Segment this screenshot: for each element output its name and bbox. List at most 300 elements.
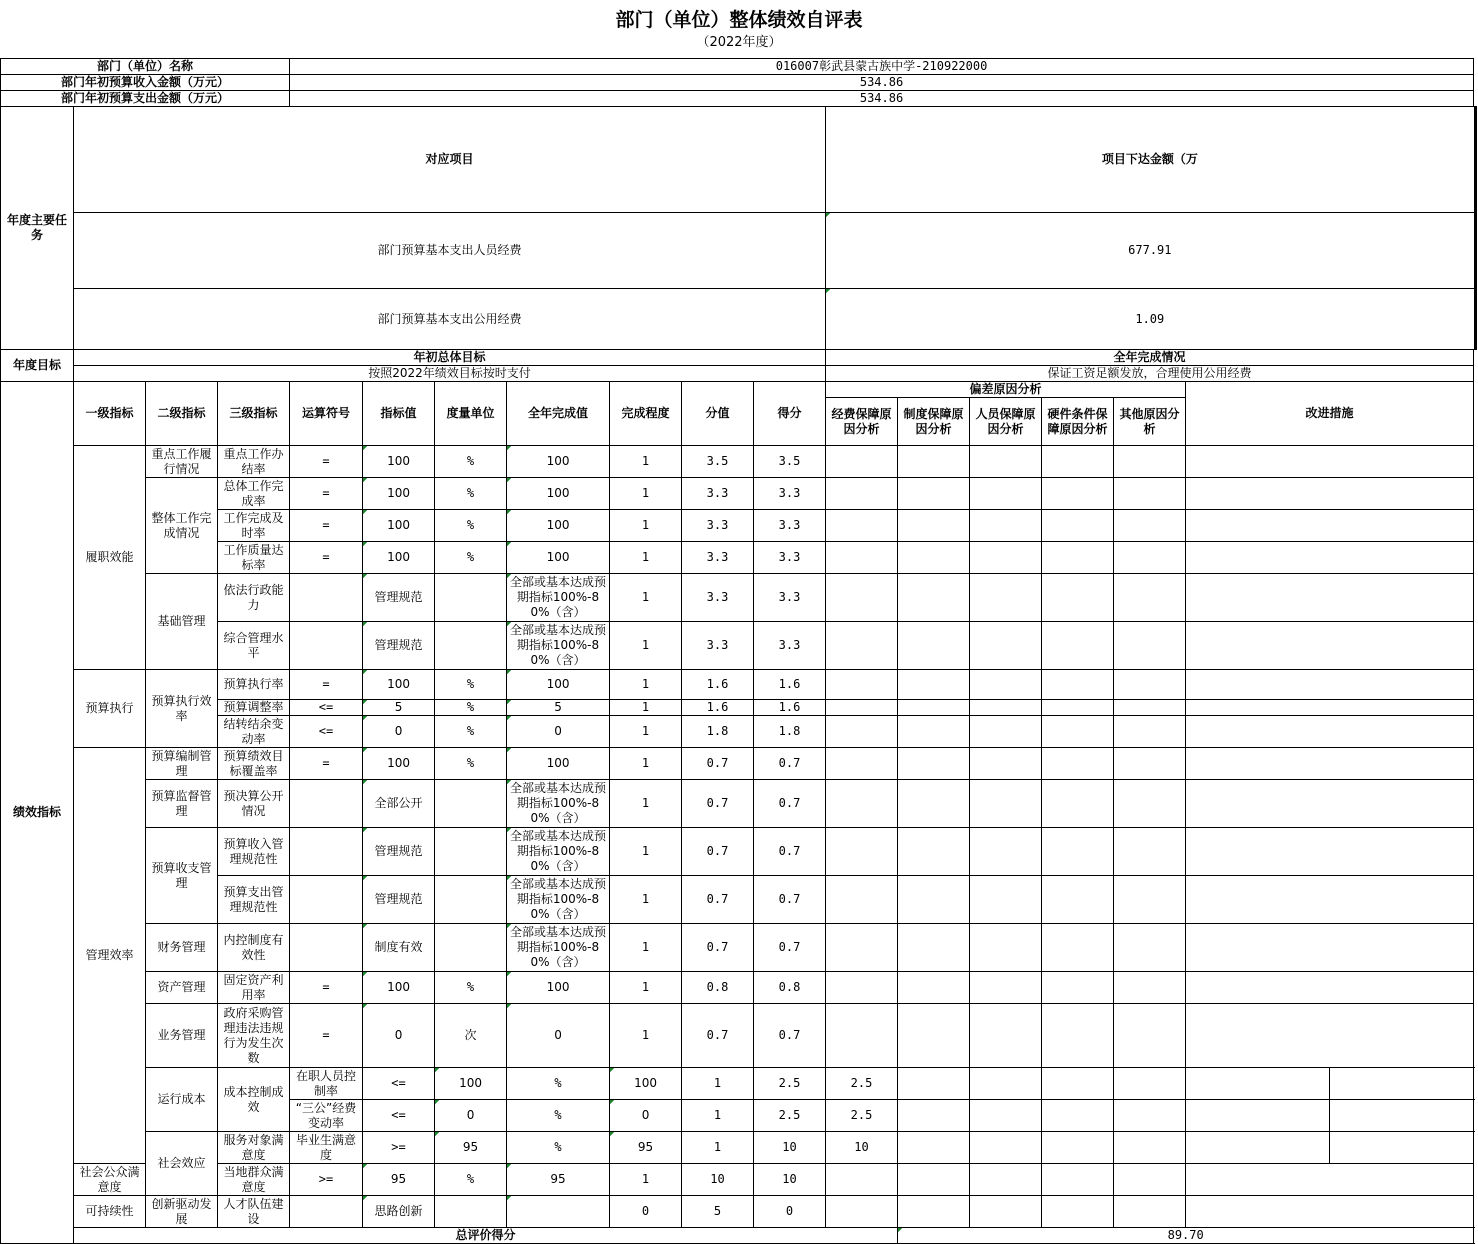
deviation-cell	[826, 542, 898, 574]
deviation-cell	[970, 574, 1042, 622]
score-weight: 1.8	[682, 716, 754, 748]
indicator-level1: 管理效率	[74, 748, 146, 1164]
operator-cell: =	[290, 510, 363, 542]
deviation-cell	[826, 700, 898, 716]
score-weight: 2.5	[754, 1068, 826, 1100]
deviation-cell	[1114, 542, 1186, 574]
indicator-level3: 预算绩效目标覆盖率	[218, 748, 290, 780]
deviation-cell	[898, 1004, 970, 1068]
deviation-cell	[1114, 1132, 1186, 1164]
table-row	[1, 1068, 1477, 1084]
table-row	[1, 716, 1477, 732]
indicators-header: 完成程度	[610, 382, 682, 446]
table-row	[1, 972, 1477, 988]
indicator-level3: 预算收入管理规范性	[218, 828, 290, 876]
improve-cell	[1186, 478, 1474, 510]
improve-cell	[1186, 1196, 1474, 1228]
tasks-header: 对应项目	[74, 107, 826, 213]
unit-name-value: 016007彰武县蒙古族中学-210922000	[290, 59, 1474, 75]
completion-degree: 1	[610, 972, 682, 1004]
deviation-cell	[970, 700, 1042, 716]
deviation-cell	[1042, 716, 1114, 748]
unit-cell	[435, 574, 507, 622]
actual-value: 全部或基本达成预期指标100%-80%（含）	[507, 828, 610, 876]
indicators-header: 分值	[682, 382, 754, 446]
deviation-cell	[898, 1100, 970, 1132]
score-weight: 1.6	[682, 700, 754, 716]
deviation-cell	[826, 1164, 898, 1196]
task-value: 1.09	[826, 289, 1475, 350]
target-value: 100	[363, 748, 435, 780]
score-earned: 0.7	[754, 828, 826, 876]
score-earned: 3.5	[754, 446, 826, 478]
task-value	[1476, 213, 1477, 289]
target-value: 思路创新	[363, 1196, 435, 1228]
actual-value: 100	[507, 510, 610, 542]
actual-value: 100	[507, 748, 610, 780]
indicators-header: 度量单位	[435, 382, 507, 446]
score-weight: 3.3	[682, 622, 754, 670]
deviation-cell	[970, 622, 1042, 670]
improve-cell	[1330, 1132, 1474, 1164]
indicator-level3: 综合管理水平	[218, 622, 290, 670]
actual-value: 全部或基本达成预期指标100%-80%（含）	[507, 622, 610, 670]
improve-cell	[1330, 1068, 1474, 1100]
deviation-cell	[1042, 670, 1114, 700]
indicator-level2: 基础管理	[146, 574, 218, 670]
unit-cell	[435, 924, 507, 972]
completion-degree: 1	[610, 748, 682, 780]
deviation-cell	[970, 510, 1042, 542]
completion-degree: 1	[610, 478, 682, 510]
deviation-cell	[1042, 924, 1114, 972]
score-earned: 0.8	[754, 972, 826, 1004]
goals-completion-header: 全年完成情况	[826, 350, 1474, 366]
score-weight: 0.7	[682, 1004, 754, 1068]
score-earned: 1.6	[754, 670, 826, 700]
indicator-level3: 固定资产利用率	[218, 972, 290, 1004]
improve-cell	[1186, 780, 1474, 828]
score-weight: 3.3	[682, 478, 754, 510]
deviation-cell	[1114, 1004, 1186, 1068]
deviation-cell	[826, 1196, 898, 1228]
target-value: 95	[435, 1132, 507, 1164]
actual-value: 100	[507, 670, 610, 700]
indicators-section-label: 绩效指标	[1, 382, 74, 1244]
table-row	[1, 574, 1477, 598]
deviation-cell	[970, 716, 1042, 748]
deviation-cell	[1114, 446, 1186, 478]
score-weight: 0.7	[682, 748, 754, 780]
indicator-level3: 依法行政能力	[218, 574, 290, 622]
operator-cell	[290, 924, 363, 972]
score-weight: 10	[754, 1132, 826, 1164]
indicator-level3: 工作完成及时率	[218, 510, 290, 542]
indicator-level1: 运行成本	[146, 1068, 218, 1132]
completion-degree: 1	[610, 542, 682, 574]
indicators-header: 运算符号	[290, 382, 363, 446]
total-value: 89.70	[898, 1228, 1474, 1244]
deviation-cell	[898, 924, 970, 972]
actual-value: 5	[507, 700, 610, 716]
table-row	[1, 366, 1477, 382]
total-label: 总评价得分	[74, 1228, 898, 1244]
goals-initial-header: 年初总体目标	[74, 350, 826, 366]
unit-cell: %	[435, 700, 507, 716]
deviation-cell	[1042, 1068, 1114, 1100]
unit-cell: %	[435, 1164, 507, 1196]
indicator-level2: 创新驱动发展	[146, 1196, 218, 1228]
deviation-cell	[1114, 924, 1186, 972]
deviation-header: 偏差原因分析	[826, 382, 1186, 398]
operator-cell: =	[290, 446, 363, 478]
score-weight: 0.7	[682, 828, 754, 876]
operator-cell: =	[290, 748, 363, 780]
deviation-cell	[1114, 828, 1186, 876]
completion-degree: 1	[610, 828, 682, 876]
deviation-cell	[898, 1196, 970, 1228]
deviation-cell	[970, 972, 1042, 1004]
score-weight: 0.7	[682, 876, 754, 924]
table-row	[1, 1228, 1477, 1244]
completion-degree: 1	[610, 1164, 682, 1196]
operator-cell: <=	[290, 716, 363, 748]
deviation-cell	[1042, 478, 1114, 510]
unit-cell: %	[435, 542, 507, 574]
indicator-level1: 可持续性	[74, 1196, 146, 1228]
target-value: 100	[363, 542, 435, 574]
indicator-level3: 工作质量达标率	[218, 542, 290, 574]
completion-degree: 1	[610, 622, 682, 670]
deviation-cell	[826, 924, 898, 972]
improve-cell	[1186, 700, 1474, 716]
deviation-cell	[898, 780, 970, 828]
completion-degree: 1	[610, 716, 682, 748]
improve-cell	[1186, 510, 1474, 542]
target-value: 管理规范	[363, 876, 435, 924]
indicator-level3: 毕业生满意度	[290, 1132, 363, 1164]
completion-degree: 1	[610, 510, 682, 542]
deviation-cell	[970, 748, 1042, 780]
unit-cell: %	[435, 972, 507, 1004]
operator-cell: >=	[290, 1164, 363, 1196]
deviation-cell	[898, 446, 970, 478]
deviation-cell	[1042, 510, 1114, 542]
table-row	[1, 75, 1477, 91]
table-row	[1, 91, 1477, 107]
score-earned: 0.7	[754, 876, 826, 924]
target-value: 0	[435, 1100, 507, 1132]
deviation-cell	[1114, 716, 1186, 748]
target-value: 100	[435, 1068, 507, 1100]
tasks-header	[1476, 107, 1477, 213]
operator-cell: <=	[290, 700, 363, 716]
table-row	[1, 670, 1477, 685]
target-value: 管理规范	[363, 828, 435, 876]
indicator-level3: 预算执行率	[218, 670, 290, 700]
completion-degree: 1	[610, 574, 682, 622]
deviation-cell	[826, 748, 898, 780]
indicator-level2: 成本控制成效	[218, 1068, 290, 1132]
indicator-level2: 资产管理	[146, 972, 218, 1004]
deviation-cell	[1114, 478, 1186, 510]
improve-cell	[1186, 828, 1474, 876]
target-value: 95	[363, 1164, 435, 1196]
task-value: 677.91	[826, 213, 1475, 289]
deviation-col-header: 其他原因分析	[1114, 398, 1186, 446]
improve-cell	[1186, 716, 1474, 748]
table-row	[1, 350, 1477, 366]
target-value: 0	[363, 716, 435, 748]
completion-degree: 1	[610, 670, 682, 700]
goals-completion-value: 保证工资足额发放，合理使用公用经费	[826, 366, 1474, 382]
indicator-level3: 预算支出管理规范性	[218, 876, 290, 924]
table-row	[1, 1132, 1477, 1148]
actual-value: 100	[507, 542, 610, 574]
deviation-cell	[1042, 574, 1114, 622]
indicator-level1: 社会效应	[146, 1132, 218, 1196]
deviation-cell	[826, 574, 898, 622]
unit-cell: %	[507, 1132, 610, 1164]
operator-cell: =	[290, 972, 363, 1004]
unit-cell	[435, 780, 507, 828]
expense-label: 部门年初预算支出金额（万元）	[1, 91, 290, 107]
deviation-cell	[898, 1068, 970, 1100]
deviation-cell	[1042, 780, 1114, 828]
operator-cell	[290, 1196, 363, 1228]
table-row	[1, 446, 1477, 462]
unit-cell: %	[435, 748, 507, 780]
completion-degree: 1	[682, 1068, 754, 1100]
deviation-cell	[970, 542, 1042, 574]
completion-degree: 1	[610, 924, 682, 972]
deviation-cell	[1042, 1132, 1114, 1164]
deviation-cell	[898, 510, 970, 542]
indicator-level2: 业务管理	[146, 1004, 218, 1068]
unit-cell: %	[435, 478, 507, 510]
deviation-cell	[970, 780, 1042, 828]
operator-cell: =	[290, 1004, 363, 1068]
deviation-cell	[970, 924, 1042, 972]
operator-cell: >=	[363, 1132, 435, 1164]
deviation-cell	[970, 1100, 1042, 1132]
indicator-level3: 结转结余变动率	[218, 716, 290, 748]
deviation-cell	[898, 828, 970, 876]
deviation-cell	[826, 716, 898, 748]
indicator-level3: 总体工作完成率	[218, 478, 290, 510]
table-row	[1, 59, 1477, 75]
deviation-cell	[826, 1004, 898, 1068]
indicator-level2: 财务管理	[146, 924, 218, 972]
deviation-cell	[1042, 700, 1114, 716]
page-title: 部门（单位）整体绩效自评表	[615, 9, 863, 31]
deviation-cell	[1114, 700, 1186, 716]
deviation-cell	[826, 780, 898, 828]
deviation-cell	[898, 876, 970, 924]
score-weight: 0.8	[682, 972, 754, 1004]
completion-degree: 1	[682, 1132, 754, 1164]
deviation-cell	[1114, 622, 1186, 670]
table-row	[1, 213, 1477, 289]
deviation-cell	[898, 622, 970, 670]
indicator-level2: 整体工作完成情况	[146, 478, 218, 574]
task-project: 部门预算基本支出人员经费	[74, 213, 826, 289]
goals-section-label: 年度目标	[1, 350, 74, 382]
deviation-col-header: 经费保障原因分析	[826, 398, 898, 446]
deviation-cell	[970, 1068, 1042, 1100]
deviation-cell	[898, 748, 970, 780]
deviation-col-header: 硬件条件保障原因分析	[1042, 398, 1114, 446]
deviation-cell	[970, 446, 1042, 478]
deviation-cell	[970, 670, 1042, 700]
deviation-cell	[970, 1004, 1042, 1068]
unit-cell: %	[435, 510, 507, 542]
actual-value: 全部或基本达成预期指标100%-80%（含）	[507, 876, 610, 924]
deviation-col-header: 制度保障原因分析	[898, 398, 970, 446]
table-row	[1, 1004, 1477, 1036]
deviation-cell	[1042, 446, 1114, 478]
operator-cell: =	[290, 670, 363, 700]
deviation-cell	[1042, 1100, 1114, 1132]
deviation-cell	[826, 446, 898, 478]
completion-degree: 1	[610, 446, 682, 478]
score-earned: 10	[826, 1132, 898, 1164]
improve-cell	[1186, 748, 1474, 780]
indicator-level2: 重点工作履行情况	[146, 446, 218, 478]
actual-value: 100	[507, 478, 610, 510]
target-value: 管理规范	[363, 574, 435, 622]
actual-value: 100	[507, 972, 610, 1004]
operator-cell	[290, 828, 363, 876]
deviation-cell	[826, 478, 898, 510]
score-weight: 0.7	[682, 780, 754, 828]
operator-cell	[290, 876, 363, 924]
improve-cell	[1186, 1004, 1474, 1068]
actual-value: 100	[610, 1068, 682, 1100]
unit-cell	[435, 622, 507, 670]
table-row	[1, 1164, 1477, 1180]
score-weight: 2.5	[754, 1100, 826, 1132]
improve-cell	[1186, 670, 1474, 700]
indicators-header: 全年完成值	[507, 382, 610, 446]
indicator-level2: 预算执行效率	[146, 670, 218, 748]
tasks-section-label: 年度主要任务	[1, 107, 74, 350]
report-year: （2022年度）	[696, 35, 782, 50]
unit-cell: %	[435, 716, 507, 748]
deviation-cell	[898, 716, 970, 748]
target-value: 100	[363, 670, 435, 700]
deviation-cell	[1114, 1196, 1186, 1228]
unit-cell: %	[435, 670, 507, 700]
target-value: 管理规范	[363, 622, 435, 670]
indicator-level3: 在职人员控制率	[290, 1068, 363, 1100]
completion-degree: 1	[610, 780, 682, 828]
table-row	[1, 1196, 1477, 1212]
operator-cell	[290, 574, 363, 622]
score-earned: 0.7	[754, 748, 826, 780]
table-row	[1, 382, 1477, 398]
improve-cell	[1186, 542, 1474, 574]
tasks-header: 项目下达金额（万	[826, 107, 1475, 213]
completion-degree: 1	[610, 700, 682, 716]
unit-cell: %	[507, 1068, 610, 1100]
indicator-level2: 预算收支管理	[146, 828, 218, 924]
improve-cell	[1186, 924, 1474, 972]
improve-cell	[1186, 972, 1474, 1004]
score-weight: 3.5	[682, 446, 754, 478]
deviation-cell	[826, 622, 898, 670]
unit-cell	[435, 828, 507, 876]
actual-value: 95	[610, 1132, 682, 1164]
indicators-header: 指标值	[363, 382, 435, 446]
improve-header: 改进措施	[1186, 382, 1474, 446]
indicator-level3: 政府采购管理违法违规行为发生次数	[218, 1004, 290, 1068]
actual-value: 全部或基本达成预期指标100%-80%（含）	[507, 924, 610, 972]
score-earned: 1.6	[754, 700, 826, 716]
score-earned: 3.3	[754, 622, 826, 670]
unit-cell	[435, 876, 507, 924]
indicator-level1: 履职效能	[74, 446, 146, 670]
score-earned: 3.3	[754, 542, 826, 574]
deviation-cell	[1114, 1100, 1186, 1132]
income-label: 部门年初预算收入金额（万元）	[1, 75, 290, 91]
deviation-cell	[826, 510, 898, 542]
score-earned: 0	[754, 1196, 826, 1228]
actual-value: 0	[507, 716, 610, 748]
target-value: 0	[363, 1004, 435, 1068]
score-earned: 3.3	[754, 478, 826, 510]
indicator-level2: 服务对象满意度	[218, 1132, 290, 1164]
score-weight: 5	[682, 1196, 754, 1228]
completion-degree: 0	[610, 1196, 682, 1228]
score-earned: 1.8	[754, 716, 826, 748]
table-row	[1, 828, 1477, 852]
indicator-level3: 人才队伍建设	[218, 1196, 290, 1228]
table-row	[1, 876, 1477, 900]
deviation-cell	[898, 1164, 970, 1196]
target-value: 100	[363, 510, 435, 542]
indicator-level3: 重点工作办结率	[218, 446, 290, 478]
deviation-cell	[898, 972, 970, 1004]
deviation-col-header: 人员保障原因分析	[970, 398, 1042, 446]
deviation-cell	[970, 828, 1042, 876]
score-earned: 2.5	[826, 1068, 898, 1100]
table-row	[1, 748, 1477, 764]
unit-cell: %	[507, 1100, 610, 1132]
deviation-cell	[1114, 1164, 1186, 1196]
actual-value: 95	[507, 1164, 610, 1196]
score-weight: 3.3	[682, 574, 754, 622]
deviation-cell	[898, 574, 970, 622]
table-row	[1, 478, 1477, 494]
score-earned: 3.3	[754, 574, 826, 622]
deviation-cell	[1042, 1004, 1114, 1068]
deviation-cell	[1042, 876, 1114, 924]
target-value: 制度有效	[363, 924, 435, 972]
deviation-cell	[1114, 972, 1186, 1004]
deviation-cell	[1042, 1164, 1114, 1196]
task-value	[1476, 289, 1477, 350]
indicators-header: 一级指标	[74, 382, 146, 446]
score-earned: 2.5	[826, 1100, 898, 1132]
deviation-cell	[826, 828, 898, 876]
deviation-cell	[1114, 510, 1186, 542]
table-row	[1, 780, 1477, 804]
score-weight: 0.7	[682, 924, 754, 972]
indicators-header: 得分	[754, 382, 826, 446]
improve-cell	[1186, 574, 1474, 622]
improve-cell	[1186, 1164, 1474, 1196]
